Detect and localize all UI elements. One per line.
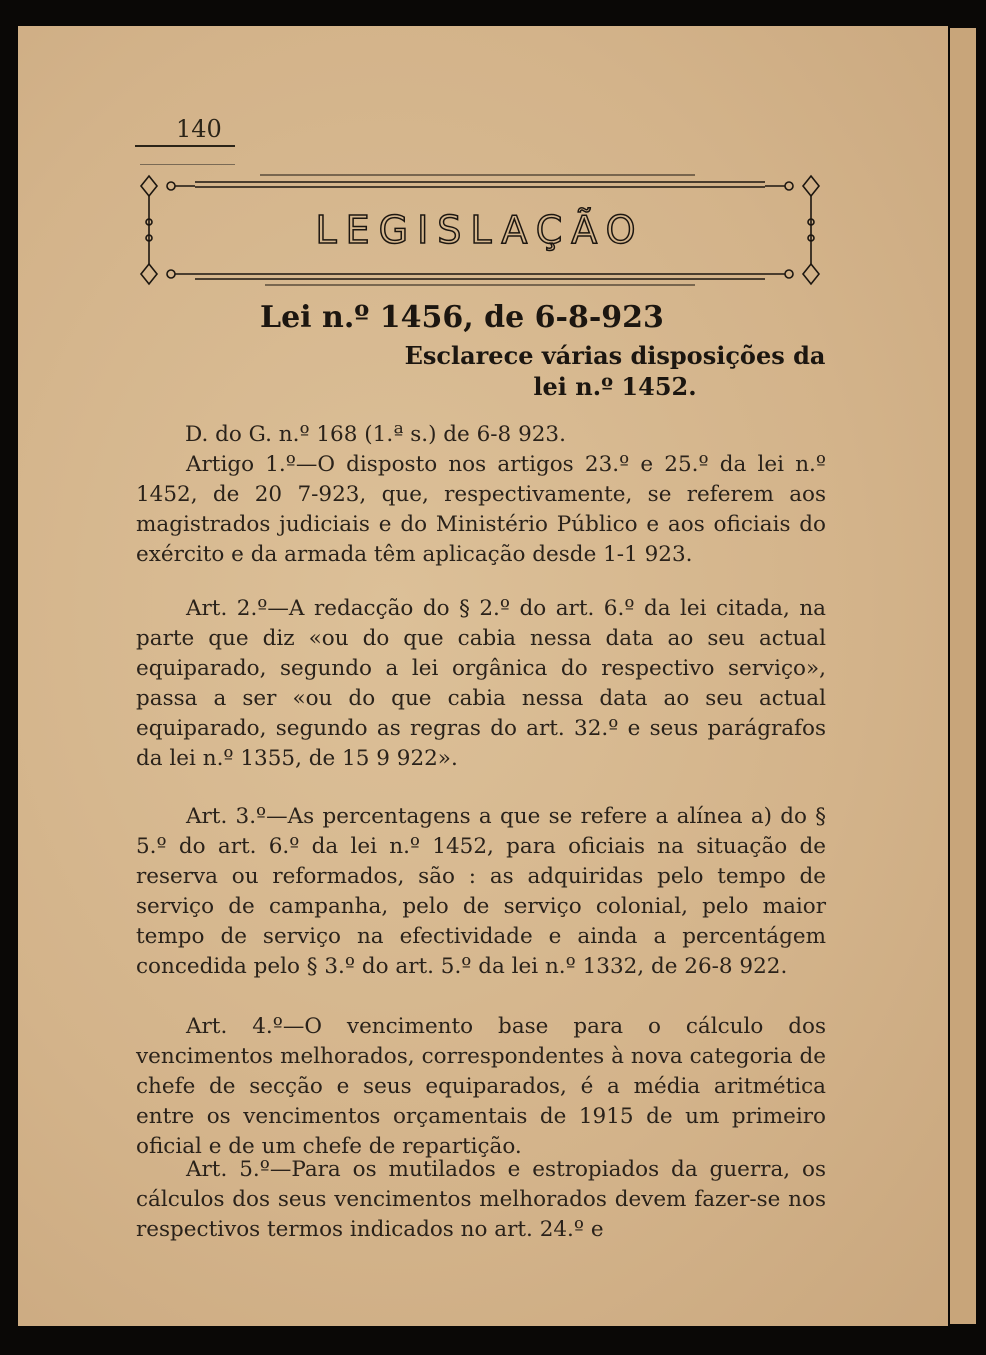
source-citation: D. do G. n.º 168 (1.ª s.) de 6-8 923. xyxy=(185,422,566,447)
article-1: Artigo 1.º—O disposto nos artigos 23.º e 25.º da lei n.º 1452, de 20 7-923, que, respectivamente, se referem aos magistrados judiciais e do Ministério Público e aos oficiais do exército e da armada têm aplicação desde 1-1 923. xyxy=(136,452,826,567)
law-subtitle: Esclarece várias disposições da lei n.º 1452. xyxy=(404,341,826,401)
section-title: LEGISLAÇÃO xyxy=(315,208,645,252)
section-title-frame xyxy=(135,170,825,290)
article-4: Art. 4.º—O vencimento base para o cálculo dos vencimentos melhorados, correspondentes à nova categoria de chefe de secção e seus equiparados, é a média aritmética entre os vencimentos orçamentais de 1915 de um primeiro oficial e de um chefe de repartição. xyxy=(136,1014,826,1159)
law-title: Lei n.º 1456, de 6-8-923 xyxy=(260,300,664,335)
divider-line xyxy=(140,164,235,165)
next-page-edge xyxy=(950,28,976,1324)
page-number-underline xyxy=(135,145,235,147)
article-3: Art. 3.º—As percentagens a que se refere a alínea a) do § 5.º do art. 6.º da lei n.º 1452, para oficiais na situação de reserva ou reformados, são : as adquiridas pelo tempo de serviço de campanha, pelo de serviço colonial, pelo maior tempo de serviço na efectividade e ainda a percentágem concedida pelo § 3.º do art. 5.º da lei n.º 1332, de 26-8 922. xyxy=(136,804,826,979)
article-2: Art. 2.º—A redacção do § 2.º do art. 6.º da lei citada, na parte que diz «ou do que cabia nessa data ao seu actual equiparado, segundo a lei orgânica do respectivo serviço», passa a ser «ou do que cabia nessa data ao seu actual equiparado, segundo as regras do art. 32.º e seus parágrafos da lei n.º 1355, de 15 9 922». xyxy=(136,596,826,771)
article-5: Art. 5.º—Para os mutilados e estropiados da guerra, os cálculos dos seus vencimentos melhorados devem fazer-se nos respectivos termos indicados no art. 24.º e xyxy=(136,1157,826,1242)
page-number: 140 xyxy=(176,115,222,143)
